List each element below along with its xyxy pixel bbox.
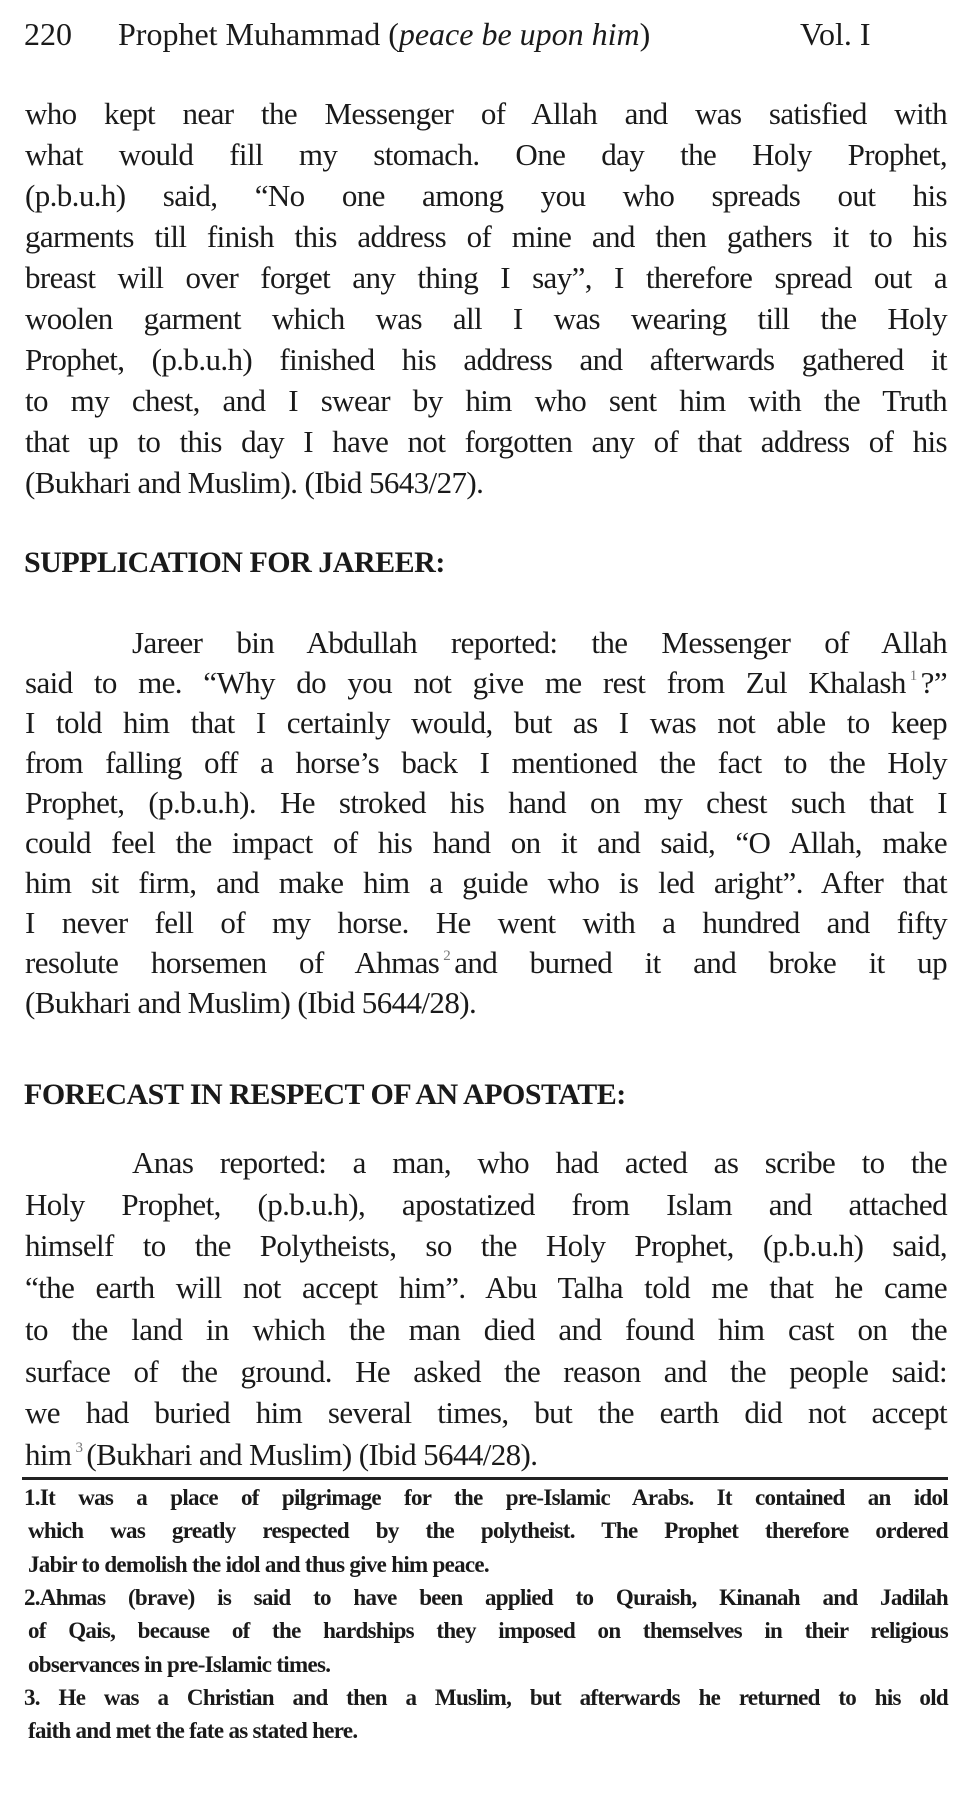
text-line <box>25 822 947 863</box>
text-line <box>25 662 947 703</box>
line-text: (p.b.u.h) said, “No one among you who spreads out his <box>25 178 947 213</box>
footnote-line <box>28 1514 948 1547</box>
line-text: resolute horsemen of Ahmas <box>25 945 440 980</box>
line-text: (Bukhari and Muslim) (Ibid 5644/28). <box>86 1437 538 1472</box>
text-line <box>25 902 947 943</box>
line-text: surface of the ground. He asked the reason and the people said: <box>25 1354 947 1389</box>
line-text: 1.It was a place of pilgrimage for the pre-Islamic Arabs. It contained an idol <box>24 1485 948 1510</box>
section-heading-forecast: FORECAST IN RESPECT OF AN APOSTATE: <box>24 1078 626 1111</box>
text-line <box>25 1267 947 1308</box>
running-title <box>118 14 650 54</box>
text-line <box>25 1434 947 1475</box>
page-number: 220 <box>24 16 72 52</box>
line-text: Jareer bin Abdullah reported: the Messenger of Allah <box>132 625 947 660</box>
line-text: Jabir to demolish the idol and thus give him peace. <box>28 1552 489 1577</box>
line-text: Prophet, (p.b.u.h) finished his address and afterwards gathered it <box>25 342 947 377</box>
footnote-line <box>28 1548 948 1581</box>
line-text: observances in pre-Islamic times. <box>28 1652 331 1677</box>
text-line <box>25 462 947 503</box>
line-text: said to me. “Why do you not give me rest from Zul Khalash <box>25 665 906 700</box>
line-text: that up to this day I have not forgotten any of that address of his <box>25 424 947 459</box>
line-text: to my chest, and I swear by him who sent him with the Truth <box>25 383 947 418</box>
line-text: ?” <box>920 665 947 700</box>
line-text: could feel the impact of his hand on it and said, “O Allah, make <box>25 825 947 860</box>
line-text: we had buried him several times, but the earth did not accept <box>25 1395 947 1430</box>
text-line <box>132 1142 947 1183</box>
line-text: 2.Ahmas (brave) is said to have been applied to Quraish, Kinanah and Jadilah <box>24 1585 948 1610</box>
section-heading-supplication: SUPPLICATION FOR JAREER: <box>24 546 445 579</box>
running-title-close: ) <box>639 16 651 52</box>
footnote-marker[interactable]: 3 <box>75 1440 83 1456</box>
line-text: him sit firm, and make him a guide who is led aright”. After that <box>25 865 947 900</box>
text-line <box>25 298 947 339</box>
line-text: breast will over forget any thing I say”, I therefore spread out a <box>25 260 947 295</box>
text-line <box>25 702 947 743</box>
running-title-main: Prophet Muhammad ( <box>118 16 399 52</box>
line-text: to the land in which the man died and found him cast on the <box>25 1312 947 1347</box>
text-line <box>25 742 947 783</box>
footnote-line <box>24 1481 948 1514</box>
line-text: garments till finish this address of mine and then gathers it to his <box>25 219 947 254</box>
footnote-marker[interactable]: 1 <box>909 668 917 684</box>
footnote-line <box>28 1714 948 1747</box>
line-text: and burned it and broke it up <box>454 945 947 980</box>
text-line <box>25 175 947 216</box>
line-text: Prophet, (p.b.u.h). He stroked his hand on my chest such that I <box>25 785 947 820</box>
text-line <box>25 862 947 903</box>
text-line <box>25 257 947 298</box>
footnote-line <box>28 1648 948 1681</box>
footnote-marker[interactable]: 2 <box>443 948 451 964</box>
line-text: what would fill my stomach. One day the Holy Prophet, <box>25 137 947 172</box>
line-text: himself to the Polytheists, so the Holy Prophet, (p.b.u.h) said, <box>25 1228 947 1263</box>
text-line <box>25 1392 947 1433</box>
text-line <box>25 380 947 421</box>
line-text: I told him that I certainly would, but as I was not able to keep <box>25 705 947 740</box>
line-text: faith and met the fate as stated here. <box>28 1718 358 1743</box>
text-line <box>25 134 947 175</box>
line-text: which was greatly respected by the polytheist. The Prophet therefore ordered <box>28 1518 948 1543</box>
text-line <box>25 982 947 1023</box>
text-line <box>25 942 947 983</box>
text-line <box>25 93 947 134</box>
line-text: who kept near the Messenger of Allah and was satisfied with <box>25 96 947 131</box>
footnote-divider <box>22 1477 948 1480</box>
text-line <box>25 1309 947 1350</box>
line-text: Holy Prophet, (p.b.u.h), apostatized from Islam and attached <box>25 1187 947 1222</box>
text-line <box>25 1351 947 1392</box>
line-text: Anas reported: a man, who had acted as scribe to the <box>132 1145 947 1180</box>
text-line <box>25 1225 947 1266</box>
line-text: 3. He was a Christian and then a Muslim, but afterwards he returned to his old <box>24 1685 948 1710</box>
line-text: from falling off a horse’s back I mentioned the fact to the Holy <box>25 745 947 780</box>
line-text: I never fell of my horse. He went with a hundred and fifty <box>25 905 947 940</box>
line-text: “the earth will not accept him”. Abu Talha told me that he came <box>25 1270 947 1305</box>
line-text: woolen garment which was all I was wearing till the Holy <box>25 301 947 336</box>
line-text: him <box>25 1437 72 1472</box>
text-line <box>25 216 947 257</box>
running-title-italic: peace be upon him <box>398 16 640 52</box>
line-text: (Bukhari and Muslim) (Ibid 5644/28). <box>25 985 477 1020</box>
volume-label: Vol. I <box>800 16 871 52</box>
line-text: of Qais, because of the hardships they imposed on themselves in their religious <box>28 1618 948 1643</box>
text-line <box>25 421 947 462</box>
footnote-line <box>24 1581 948 1614</box>
text-line <box>25 782 947 823</box>
text-line <box>25 1184 947 1225</box>
footnote-line <box>28 1614 948 1647</box>
footnote-line <box>24 1681 948 1714</box>
text-line <box>132 622 947 663</box>
text-line <box>25 339 947 380</box>
line-text: (Bukhari and Muslim). (Ibid 5643/27). <box>25 465 484 500</box>
